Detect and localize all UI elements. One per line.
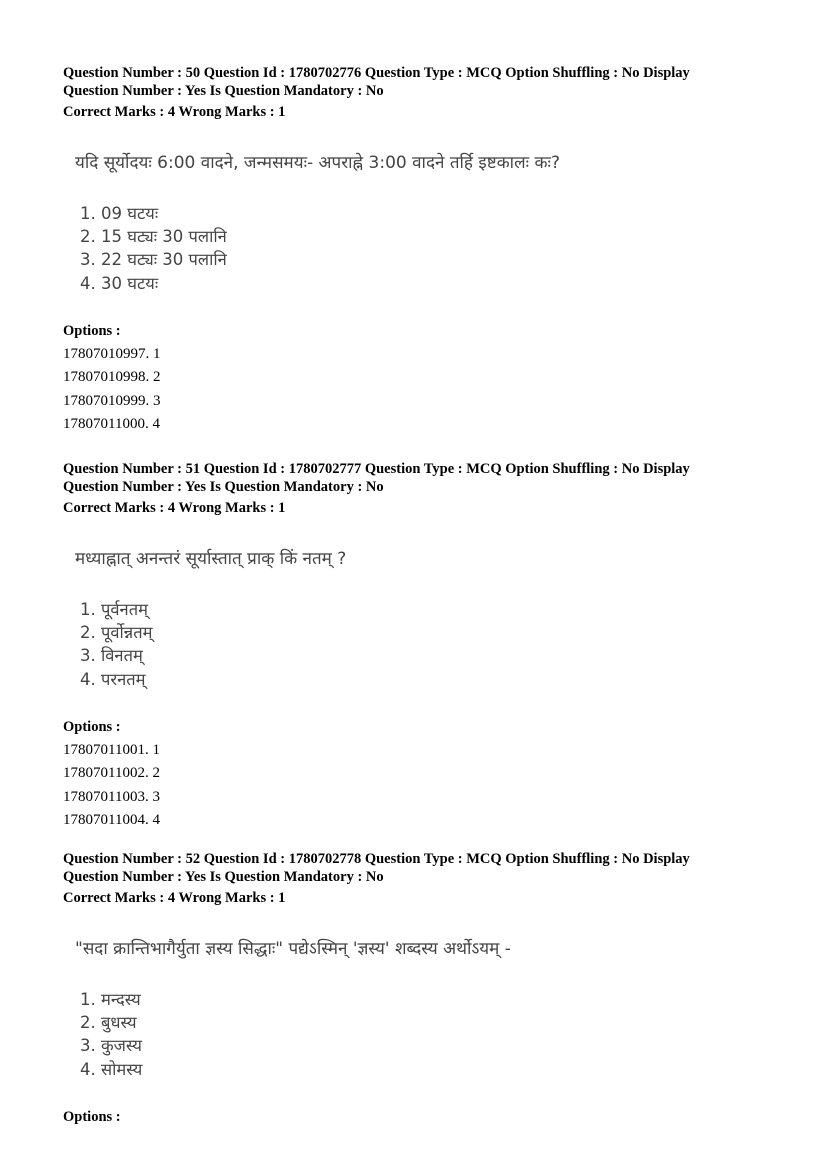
question-meta (63, 850, 793, 886)
choice-1: 1. 09 घटयः (80, 204, 159, 223)
option-id: 17807011000. 4 (63, 416, 160, 433)
question-meta-line: Question Number : 50 Question Id : 1780702776 Question Type : MCQ Option Shuffling : No Display (63, 65, 690, 81)
option-id: 17807011002. 2 (63, 765, 160, 782)
choice-list (80, 988, 793, 1081)
option-id: 17807011001. 1 (63, 741, 160, 758)
choice-3: 3. 22 घट्यः 30 पलानि (80, 250, 227, 270)
option-id: 17807010998. 2 (63, 369, 161, 386)
option-id: 17807010999. 3 (63, 392, 161, 409)
choice-1: 1. पूर्वनतम् (80, 600, 148, 619)
options-label: Options : (63, 322, 121, 339)
marks-line: Correct Marks : 4 Wrong Marks : 1 (63, 500, 286, 516)
choice-3: 3. विनतम् (80, 646, 143, 666)
question-meta-line: Question Number : Yes Is Question Mandatory : No (63, 479, 384, 495)
question-block-50 (63, 64, 793, 437)
question-text: यदि सूर्योदयः 6:00 वादने, जन्मसमयः- अपराह्ने 3:00 वादने तर्हि इष्टकालः कः? (75, 153, 560, 173)
choice-4: 4. परनतम् (80, 669, 146, 689)
option-id-list (63, 739, 793, 833)
option-id: 17807011004. 4 (63, 812, 160, 829)
question-meta-line: Question Number : 52 Question Id : 1780702778 Question Type : MCQ Option Shuffling : No Display (63, 851, 690, 867)
option-id: 17807011003. 3 (63, 788, 160, 805)
choice-4: 4. 30 घटयः (80, 273, 159, 293)
question-block-52 (63, 850, 793, 1126)
question-text: "सदा क्रान्तिभागैर्युता ज्ञस्य सिद्धाः" पद्येऽस्मिन् 'ज्ञस्य' शब्दस्य अर्थोऽयम् - (75, 939, 511, 959)
question-meta (63, 64, 793, 100)
options-label: Options : (63, 1108, 121, 1125)
question-meta (63, 460, 793, 496)
marks-line: Correct Marks : 4 Wrong Marks : 1 (63, 890, 286, 906)
question-meta-line: Question Number : 51 Question Id : 1780702777 Question Type : MCQ Option Shuffling : No Display (63, 461, 690, 477)
question-meta-line: Question Number : Yes Is Question Mandatory : No (63, 83, 384, 99)
choice-list (80, 598, 793, 691)
choice-2: 2. 15 घट्यः 30 पलानि (80, 227, 227, 247)
marks-line: Correct Marks : 4 Wrong Marks : 1 (63, 104, 286, 120)
options-label: Options : (63, 718, 121, 735)
choice-2: 2. बुधस्य (80, 1013, 137, 1033)
choice-2: 2. पूर्वोन्नतम् (80, 623, 153, 643)
choice-list (80, 202, 793, 295)
option-id: 17807010997. 1 (63, 345, 161, 362)
question-text: मध्याह्नात् अनन्तरं सूर्यास्तात् प्राक् किं नतम् ? (75, 549, 347, 569)
choice-4: 4. सोमस्य (80, 1059, 143, 1079)
question-meta-line: Question Number : Yes Is Question Mandatory : No (63, 869, 384, 885)
question-block-51 (63, 460, 793, 833)
option-id-list (63, 343, 793, 437)
choice-1: 1. मन्दस्य (80, 990, 141, 1009)
choice-3: 3. कुजस्य (80, 1036, 142, 1056)
